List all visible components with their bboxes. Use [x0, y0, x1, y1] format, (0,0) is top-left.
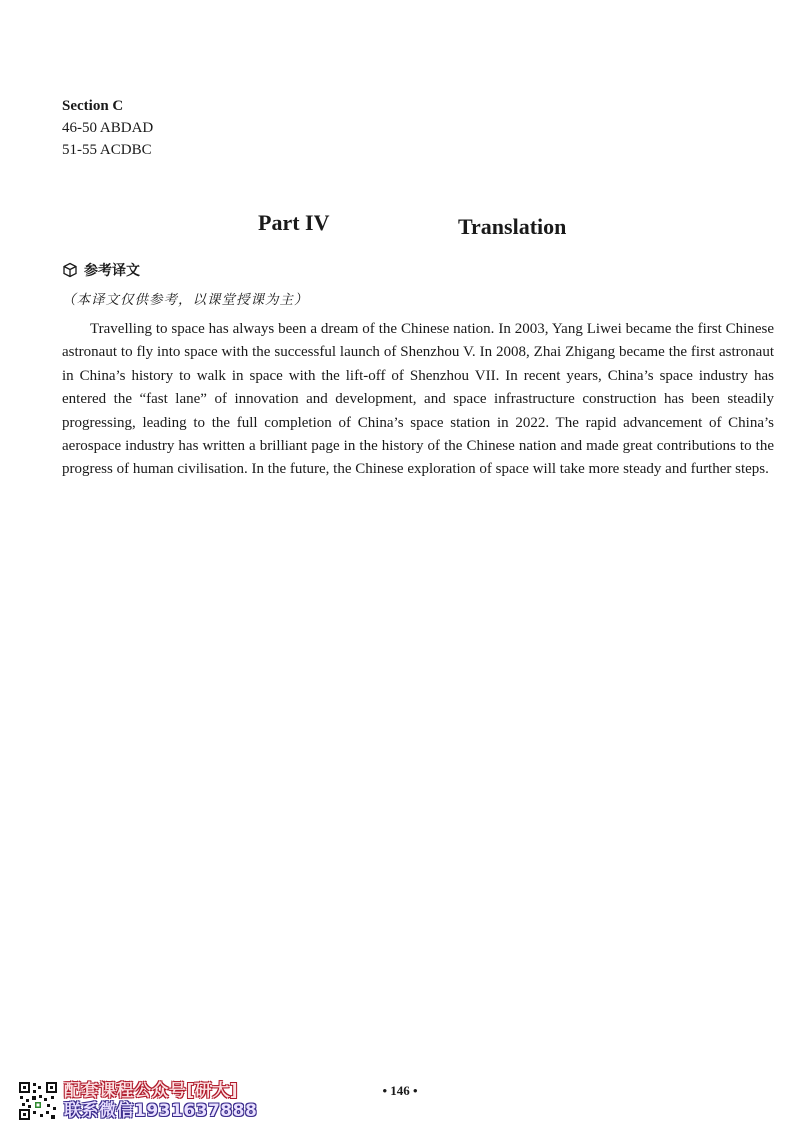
reference-heading	[62, 260, 140, 280]
cube-icon	[62, 262, 78, 278]
answer-line: 46-50 ABDAD	[62, 120, 154, 136]
section-title: Section C	[62, 98, 124, 114]
translation-paragraph: Travelling to space has always been a dream of the Chinese nation. In 2003, Yang Liwei became the first Chinese astronaut to fly into space with the successful launch of Shenzhou V. In 2008, Zhai Zhigang became the first astronaut in China’s history to walk in space with the lift-off of Shenzhou VII. In recent years, China’s space industry has entered the “fast lane” of innovation and development, and space infrastructure construction has been steadily progressing, leading to the full completion of China’s space station in 2022. The rapid advancement of China’s aerospace industry has written a brilliant page in the history of the Chinese nation and made great contributions to the progress of human civilisation. In the future, the Chinese exploration of space will take more steady and further steps.	[62, 321, 774, 478]
reference-title: 参考译文	[84, 263, 140, 279]
reference-note: （本译文仅供参考，以课堂授课为主）	[62, 292, 309, 308]
promo-line-contact: 联系微信1931637888	[64, 1101, 258, 1121]
page-number: • 146 •	[382, 1083, 418, 1098]
part-number: Part IV	[258, 210, 330, 235]
part-name: Translation	[458, 214, 567, 239]
answer-line: 51-55 ACDBC	[62, 142, 152, 158]
answer-key	[62, 95, 153, 161]
promo-line-account: 配套课程公众号[研大]	[64, 1081, 239, 1101]
